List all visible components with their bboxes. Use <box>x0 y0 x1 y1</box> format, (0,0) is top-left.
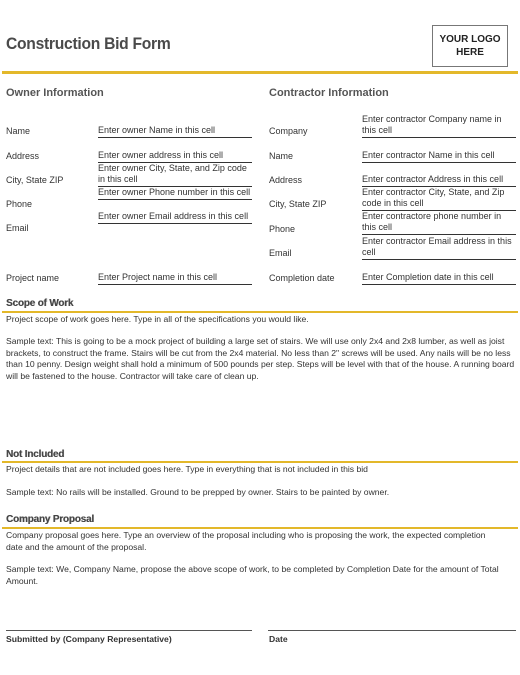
owner-email-label: Email <box>6 223 29 233</box>
page-title: Construction Bid Form <box>6 34 171 53</box>
scope-intro: Project scope of work goes here. Type in all of the specifications you would like. <box>6 314 309 324</box>
contractor-address-label: Address <box>269 175 303 185</box>
contractor-name-field[interactable]: Enter contractor Name in this cell <box>362 150 516 163</box>
not-included-sample: Sample text: No rails will be installed. Ground to be prepped by owner. Stairs to be painted by owner. <box>6 487 390 497</box>
contractor-email-field[interactable]: Enter contractor Email address in this cell <box>362 236 516 260</box>
proposal-sample: Sample text: We, Company Name, propose the above scope of work, to be completed by Completion Date for the amount of Total Amount. <box>6 564 499 586</box>
owner-email-field[interactable]: Enter owner Email address in this cell <box>98 211 252 224</box>
owner-name-field[interactable]: Enter owner Name in this cell <box>98 125 252 138</box>
logo-line-1: YOUR LOGO <box>439 34 501 45</box>
logo-placeholder <box>432 25 508 67</box>
project-name-label: Project name <box>6 273 60 283</box>
owner-phone-label: Phone <box>6 199 33 209</box>
scope-divider <box>2 311 518 313</box>
contractor-address-field[interactable]: Enter contractor Address in this cell <box>362 174 516 187</box>
contractor-phone-label: Phone <box>269 224 296 234</box>
not-included-divider <box>2 461 518 463</box>
not-included-intro: Project details that are not included goes here. Type in everything that is not included in this bid <box>6 464 368 474</box>
owner-city-label: City, State ZIP <box>6 175 64 185</box>
project-name-field[interactable]: Enter Project name in this cell <box>98 272 252 285</box>
owner-address-label: Address <box>6 151 40 161</box>
submitted-by-label: Submitted by (Company Representative) <box>6 634 172 644</box>
contractor-city-field[interactable]: Enter contractor City, State, and Zip code in this cell <box>362 187 516 211</box>
proposal-divider <box>2 527 518 529</box>
header-divider <box>2 71 518 74</box>
contractor-company-field[interactable]: Enter contractor Company name in this cell <box>362 114 516 138</box>
logo-line-2: HERE <box>456 47 484 58</box>
completion-date-field[interactable]: Enter Completion date in this cell <box>362 272 516 285</box>
contractor-company-label: Company <box>269 126 308 136</box>
completion-date-label: Completion date <box>269 273 335 283</box>
proposal-intro: Company proposal goes here. Type an overview of the proposal including who is proposing the work, the expected completion date and the amount of the proposal. <box>6 530 486 552</box>
contractor-phone-field[interactable]: Enter contractore phone number in this cell <box>362 211 516 235</box>
owner-city-field[interactable]: Enter owner City, State, and Zip code in this cell <box>98 163 252 187</box>
owner-phone-field[interactable]: Enter owner Phone number in this cell <box>98 187 252 200</box>
scope-sample: Sample text: This is going to be a mock project of building a large set of stairs. We will use only 2x4 and 2x8 lumber, as well as joist brackets, to construct the frame. Stairs will be cut from the 2x4 material. No less than 2" screws will be used. Any nails will be no less than 10 penny. Design weight shall hold a minimum of 500 pounds per step. Steps will be level with that of the house. A running board will be fastened to the house. Contractor will take care of clean up. <box>6 336 515 381</box>
contractor-heading: Contractor Information <box>269 87 389 99</box>
proposal-heading: Company Proposal <box>6 514 94 525</box>
not-included-heading: Not Included <box>6 449 65 460</box>
owner-name-label: Name <box>6 126 31 136</box>
signature-line <box>6 630 252 631</box>
date-line <box>268 630 516 631</box>
date-label: Date <box>269 634 288 644</box>
scope-heading: Scope of Work <box>6 298 74 309</box>
contractor-city-label: City, State ZIP <box>269 199 327 209</box>
owner-heading: Owner Information <box>6 87 104 99</box>
owner-address-field[interactable]: Enter owner address in this cell <box>98 150 252 163</box>
contractor-email-label: Email <box>269 248 292 258</box>
contractor-name-label: Name <box>269 151 294 161</box>
